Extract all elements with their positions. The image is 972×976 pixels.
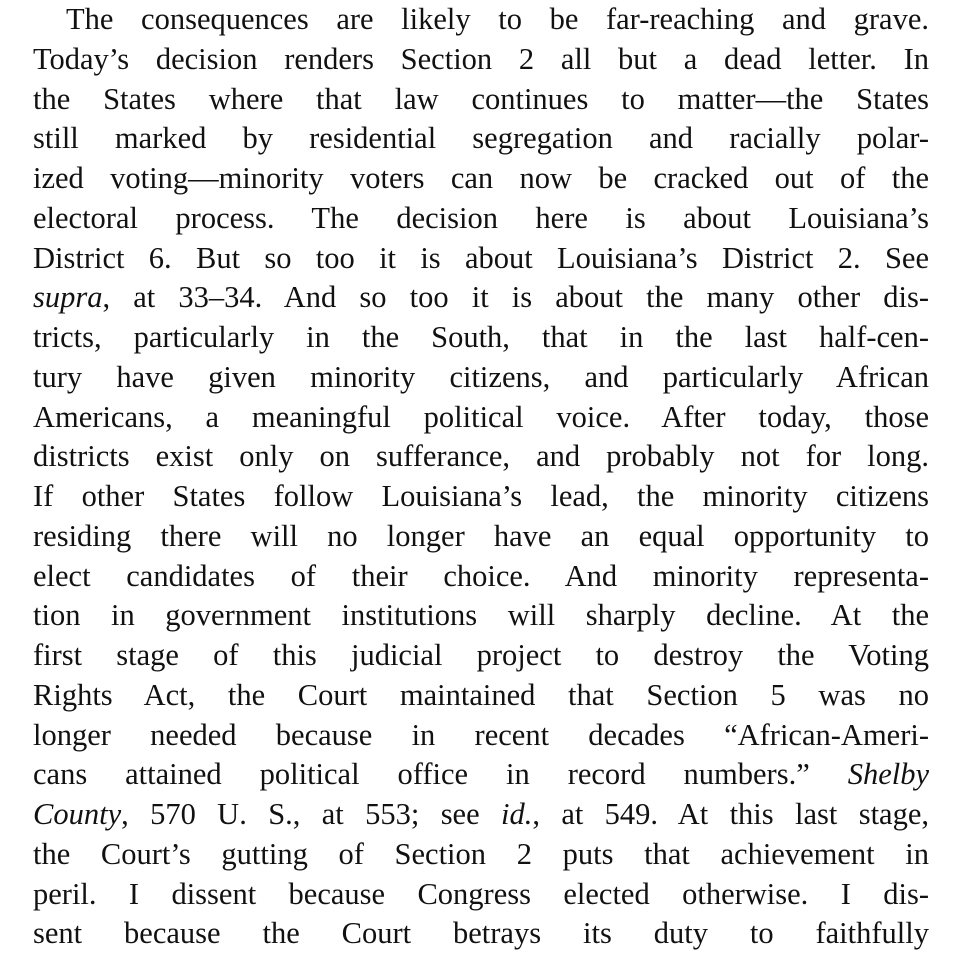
text-line-21-mid: , 570 U. S., at 553; see xyxy=(121,797,501,831)
text-line-1: The consequences are likely to be far-reaching and grave. xyxy=(66,2,929,36)
text-line-2: Today’s decision renders Section 2 all but a dead letter. In xyxy=(33,41,929,76)
text-line-20 xyxy=(33,755,929,795)
text-line-24: sent because the Court betrays its duty to faithfully xyxy=(33,916,929,951)
text-line-7: District 6. But so too it is about Louisiana’s District 2. See xyxy=(33,240,929,275)
citation-id: id. xyxy=(500,797,533,831)
text-line-17: first stage of this judicial project to destroy the Voting xyxy=(33,638,929,672)
text-line-14: residing there will no longer have an equal opportunity to xyxy=(33,518,929,553)
citation-county: County xyxy=(33,797,122,831)
text-line-22: the Court’s gutting of Section 2 puts that achievement in xyxy=(33,836,929,871)
citation-supra: supra xyxy=(33,280,103,315)
text-line-23: peril. I dissent because Congress elected otherwise. I dis- xyxy=(33,876,929,911)
text-line-15: elect candidates of their choice. And minority representa- xyxy=(33,558,929,593)
text-line-8 xyxy=(33,278,929,318)
text-line-11: Americans, a meaningful political voice. After today, those xyxy=(33,399,929,434)
text-line-8-rest: , at 33–34. And so too it is about the many other dis- xyxy=(102,280,929,315)
text-line-10: tury have given minority citizens, and particularly African xyxy=(33,359,929,394)
text-line-19: longer needed because in recent decades “African-Ameri- xyxy=(33,717,929,752)
text-line-3: the States where that law continues to matter—the States xyxy=(33,81,929,116)
text-line-4: still marked by residential segregation and racially polar- xyxy=(33,121,929,156)
text-line-12: districts exist only on sufferance, and probably not for long. xyxy=(33,439,929,474)
text-line-18: Rights Act, the Court maintained that Section 5 was no xyxy=(33,677,929,712)
text-line-21 xyxy=(33,795,929,835)
text-line-5: ized voting—minority voters can now be cracked out of the xyxy=(33,161,929,195)
citation-shelby: Shelby xyxy=(847,757,929,792)
text-line-16: tion in government institutions will sharply decline. At the xyxy=(33,598,929,633)
text-line-6: electoral process. The decision here is about Louisiana’s xyxy=(33,200,929,235)
text-line-21-end: , at 549. At this last stage, xyxy=(532,797,929,831)
text-line-9: tricts, particularly in the South, that in the last half-cen- xyxy=(33,320,929,354)
document-page xyxy=(33,0,929,954)
text-line-20-start: cans attained political office in record numbers.” xyxy=(33,757,848,792)
text-line-13: If other States follow Louisiana’s lead, the minority citizens xyxy=(33,479,929,513)
